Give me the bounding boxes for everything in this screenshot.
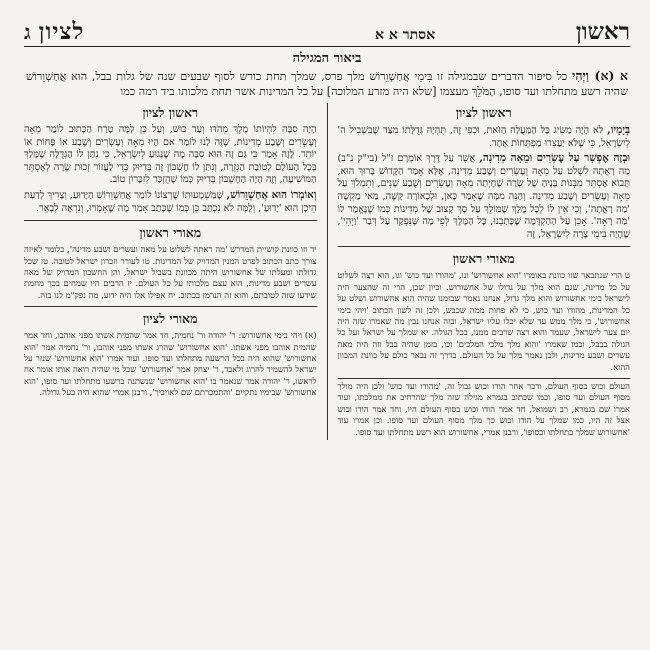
right-bottom-text: העולם וכוש בסוף העולם, ודבר אחר הודו וכוש גבול זה, 'מהודו ועד כוש' ולכן היה מולך מסוף העולם ועד סופו, וכמו שכתוב בגמרא מגילה שזה מלך שהרחיב את ממלכתו, ועוד אמרו שם בגמרא, רב ושמואל, חד אמר הודו וכוש בסוף העולם היו, וחד אמר הודו וכוש אצל זה היו, כמו שמלך על הודו וכוש כך מלך מסוף העולם ועד סופו. וכן אמרו עוד 'אחשורוש שמלך בתחלתו ובסופו', ורבנן אמרי, אחשורוש הוא רשע מתחלתו ועד סופו. — [337, 381, 630, 437]
right-meiri-title: מאורי ראשון — [452, 251, 515, 267]
right-p2-body: אֲשֶׁר עַל דֶּרֶךְ אוֹמְרָם ז"ל (בי"ק נ"ב) מַה רָאֲתָה לִשְׁלֹט עַל מֵאָה וְעֶשְׂרִים וְשֶׁבַע מְדִינָה, אֶלָּא אָמַר הַקָּדוֹשׁ בָּרוּךְ הוּא, תָּבוֹא אֶסְתֵּר מִבְּנוֹת בָּנֶיהָ שֶׁל שָׂרָה שֶׁחָיְתָה מֵאָה וְעֶשְׂרִים וְשֶׁבַע שָׁנִים, וְתִמְלֹךְ עַל מֵאָה וְעֶשְׂרִים וְשֶׁבַע מְדִינָה. וְהַנֵּה מִמָּה שֶׁאָמַר כָּאן, וּלְכָאוֹרָה קָשֶׁה, מַאי מַקְשֶׁה 'מַה רָאֲתָה', וְכִי אֵין לוֹ לְכָל מֶלֶךְ שֶׁמּוֹלֵךְ עַל סָךְ קָצוּב שֶׁל מְדִינוֹת כְּמוֹ שֶׁנֶּאֱמַר לוֹ 'מַה רָאָה'. אָכֵן עַל הַהַקְדָּמָה שֶׁכָּתַבְנוּ, כָּל הַמֶּלֶךְ לְפִי מַה שֶּׁנִּפְקַד עַל דְּבַר 'וַיְהִי', שֶׁהָיָה בִּימֵי צָרָה לְיִשְׂרָאֵל, זֶה — [337, 153, 630, 240]
two-column-body — [24, 103, 630, 440]
right-meiri-text: ט הרי שנתבאר שזו כוונת באומרו 'הוא אחשורוש' ונו, 'מהודו ועד כוש' וגו, הוא רצה לשלוט על כל מדינה, שגם הוא מלך על גדולו של אחשורוש. וכיון שכן, הרי זה שהצער היה לישראל בימי אחשורוש והוא מלך גדול, אנחנו נאמר שבזמנו שהיה הוא אחשורוש ושלט על כל המדינות, מהודו ועד כוש, כי לא פחות ממה שכבש, ולכן זה לשון הכתוב 'ויהי בימי אחשורוש', כי מלך ממש עד שלא יכלו עליו ישראל, ובזה אנחנו נבין מה שאמרו שזה היה יום צער לישראל, שעמד והוא רצה שרבים ממנו, בכל הגולה. יא שמלך על ישראל ועל כל הגולה בבבל, וכמו שאמרו 'והוא מלך מלכי המלכים' וכו, בזמן שהיה בבל וזה היה מאה עשרים ושבע מדינות, ולכן נאמר מלך על כל העולם. בדרך זה נבאר כולם על כוונת המכוון ההוא. — [337, 270, 630, 372]
page-number: ג — [24, 20, 31, 44]
left-paragraph-2 — [24, 189, 317, 215]
left-p2-lead: וְאוֹמְרוֹ הוּא אֲחַשְׁוֵרוֹשׁ, — [226, 188, 317, 201]
left-divider-2 — [24, 306, 317, 307]
left-column-title: ראשון לציון — [142, 105, 199, 120]
biur-lead: א (א) וַיְהִי — [572, 68, 628, 83]
biur-text — [26, 68, 628, 99]
column-left — [24, 103, 317, 440]
left-meiri-title-2: מאורי לציון — [143, 311, 198, 327]
biur-body: כל סיפור הדברים שבמגילה זו בִּימֵי אֲחַשְׁוֵרוֹשׁ מלך פרס, שמלך תחת כורש לסוף שבעים שנה של גלות בבל, הוּא אֲחַשְׁוֵרוֹשׁ שהיה רשע מתחלתו ועד סופו, הַמֹּלֵךְ מעצמו [שלא היה מזרע המלוכה] על כל המדינות אשר תחת מלכותו ביד רמה כמו — [26, 70, 628, 98]
left-meiri-title: מאורי ראשון — [139, 225, 202, 241]
right-divider — [338, 246, 631, 247]
running-head — [24, 18, 630, 47]
biur-title: ביאור המגילה — [292, 51, 362, 66]
right-paragraph-1 — [338, 124, 631, 150]
right-p2-lead: וּבְזֶה אֶפְשָׁר עַל עֶשְׂרִים וּמֵאָה מְדִינָה, — [479, 152, 630, 165]
right-column-title: ראשון לציון — [455, 105, 512, 120]
running-head-title-right: ראשון — [575, 18, 630, 45]
running-head-chapter: אסתר א א — [375, 27, 436, 43]
left-paragraph-1: הָיָה סִבָּה לִהְיוֹתוֹ מֶלֶךְ מֵהֹדּוּ וְעַד כּוּשׁ, וְעַל כֵּן לָמָּה טָרַח הַכָּתוּב לוֹמַר מֵאָה וְעֶשְׂרִים וְשֶׁבַע מְדִינוֹת, שֶׁזֶּה לָנוּ לוֹמַר אִם הָיוּ מֵאָה וְעֶשְׂרִים וְשֶׁבַע אוֹ פָּחוֹת אוֹ יוֹתֵר. לָזֶה אָמַר כִּי גַּם זֶה הוּא סִבָּה מָה שֶׁנָּגוּעַ לְיִשְׂרָאֵל, כִּי נִתַּן לוֹ הַגְּדֻלָּה שֶׁמָּלַךְ בְּכָל הָעוֹלָם לְטוֹבַת הַגְּזֵרָה, וְנִתַּן לוֹ חֶשְׁבּוֹן זֶה בְּדִיּוּק כְּדֵי לַעֲזוֹר זְכוּת שָׂרָה לְאֶסְתֵּר הַמּוֹשִׁיעָה, וְזֶה הָיָה הַחֶשְׁבּוֹן בְּדִיּוּק כְּמוֹ שֶׁהֻזְכַּר לְזִכָּרוֹן טוֹב. — [24, 124, 317, 186]
left-divider — [24, 220, 317, 221]
right-paragraph-2 — [338, 152, 631, 241]
left-meiri-text: יד וזו כוונת קושיית המדרש 'מה ראתה לשלוט על מאה ועשרים ושבע מדינה', כלומר לאיזה צורך כתב הכתוב לפרט המנין המדויק של המדינות. טו לעורר וזכרון ישראל לטובה. טז שכל גדולתו ומעלתו של אחשורוש היתה מכוונת בשביל ישראל, והן החשבון המדויק של מאה עשרים ושבע מדינות, הוא עצם מלכותו על כל העולם. יז הרבים היו שמחים בכך מחמת שידעו שזה לטובתם, והוא זה הנרמז בכתוב. יח אפילו אלו היה ידוע, מה נפק"מ לנו בזה. — [24, 244, 317, 300]
right-p1-body: לא הָיָה מַשִּׂיג כָּל הַמַּעֲלָה הַזֹּאת, וּכְפִי זֶה, תִּהְיֶה גְּדֻלָּתוֹ מִצַּד שֶׁבִּשְׁבִיל ה' לְיִשְׂרָאֵל, כִּי שֶׁלֹּא יַעַצְרוּ מַפְתְּחוֹת אֶחָד. — [337, 125, 630, 149]
column-separator — [327, 103, 328, 440]
left-p2-body: שֶׁמַּשְׁמָעוּתוֹ שֶׁרְצוֹנוֹ לוֹמַר אֲחַשְׁוֵרוֹשׁ הַיָּדוּעַ, וְצָרִיךְ לָדַעַת הֵיכָן הוּא 'יָדוּעַ', וְלָמָּה לֹא נִכְתַּב כֵּן כְּמוֹ שֶׁכָּתַב אָמַר מָה שֶׁאָמְרוּ, וְנִרְאֶה לְבָאֵר. — [24, 189, 317, 214]
left-meiri-text-2: (א) ויהי בימי אחשורוש: ר' יהודה ור' נחמיה, חד אמר שהמית אשתו מפני אוהבו, וחד אמר שהמית אוהבו מפני אשתו. 'הוא אחשורוש' שהרג אשתו מפני אוהבו, ור' נחמיה אמר 'הוא אחשורוש' שהוא היה בכל הרשעה מתחלתו ועד סופו. ועוד אמרו 'הוא אחשורוש' שנזר על ישראל להשמיד להרוג ולאבד, ר' יצחק אמר 'אחשורוש' שכל מי שהיה רואה אותו אומר אח לראשו, ר' יהודה אמר שנאמר בו 'הוא אחשורוש' שנשתנה ברשעו מתחלתו ועד סופו, 'הוא אחשורוש' שבימיו נתקיים 'והתמכרתם שם לאויביך', ורבנן אמרי שהוא היה בעל גדולה. — [24, 330, 317, 398]
right-divider-2 — [338, 378, 631, 379]
column-right — [338, 103, 631, 440]
right-p1-lead: בְּיָמָיו, — [607, 124, 630, 136]
running-head-title-left: לציון — [38, 18, 85, 45]
